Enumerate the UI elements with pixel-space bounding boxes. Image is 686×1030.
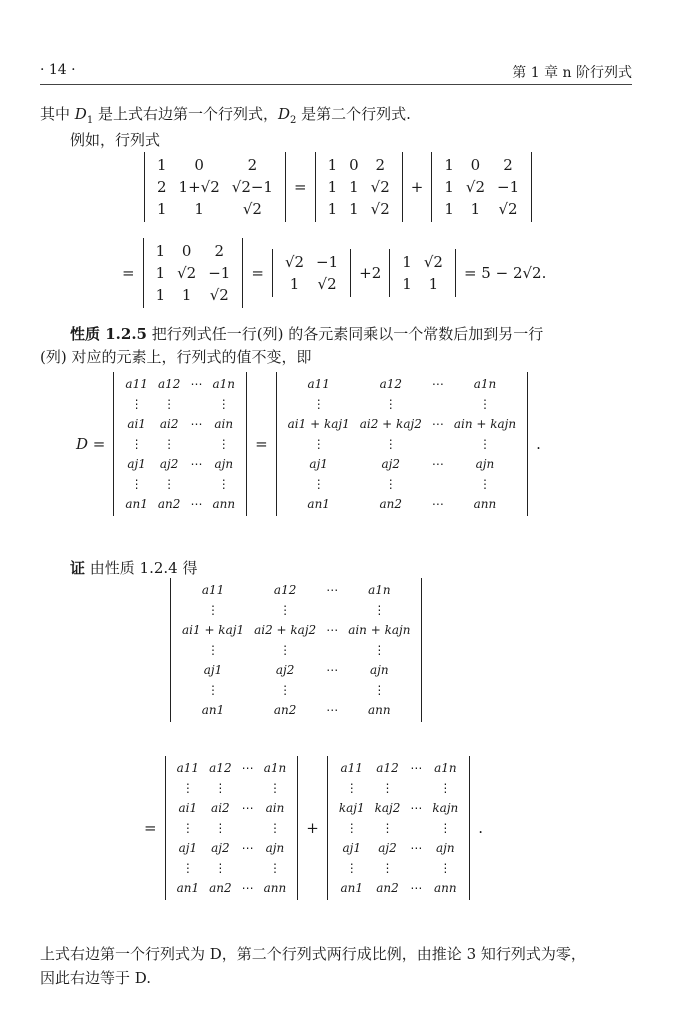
determinant xyxy=(431,152,532,222)
matrix-cell: 1 xyxy=(470,200,481,218)
matrix-cell: ⋮ xyxy=(130,397,143,411)
equals-sign: = xyxy=(144,819,157,837)
matrix-cell: kajn xyxy=(432,801,459,815)
matrix-cell: 1 xyxy=(157,200,167,218)
matrix-cell: ain + kajn xyxy=(348,623,411,637)
period: . xyxy=(536,435,541,453)
determinant xyxy=(327,756,470,900)
example-eq-1 xyxy=(140,152,536,222)
matrix-cell: ⋮ xyxy=(384,477,397,491)
matrix-cell: a12 xyxy=(157,377,181,391)
matrix-cell: ⋮ xyxy=(181,821,194,835)
property-equation xyxy=(72,372,545,516)
matrix-cell: 1 xyxy=(402,275,412,293)
result: = 5 − 2√2. xyxy=(463,264,547,282)
equals-sign: = xyxy=(293,178,307,196)
equals-sign: = xyxy=(255,435,268,453)
matrix-cell: ai1 xyxy=(127,417,146,431)
matrix-cell: √2−1 xyxy=(231,178,273,196)
matrix-row xyxy=(120,394,240,414)
matrix-cell: ⋮ xyxy=(384,437,397,451)
matrix-cell: ai2 xyxy=(159,417,179,431)
paragraph-example: 例如，行列式 xyxy=(70,131,161,149)
determinant xyxy=(276,372,528,516)
determinant xyxy=(165,756,299,900)
matrix-cell: an1 xyxy=(201,703,225,717)
text: 由性质 1.2.4 得 xyxy=(85,559,198,577)
matrix-cell: ⋯ xyxy=(410,801,423,815)
matrix-cell: 2 xyxy=(157,178,167,196)
matrix-cell: √2 xyxy=(370,200,390,218)
matrix-row xyxy=(177,580,415,600)
matrix-row xyxy=(150,262,237,284)
matrix-cell: an2 xyxy=(273,703,297,717)
matrix-cell: an1 xyxy=(307,497,330,511)
matrix-cell: ⋮ xyxy=(130,437,143,451)
matrix-cell: 2 xyxy=(503,156,513,174)
matrix-cell: a1n xyxy=(368,583,391,597)
text: 是上式右边第一个行列式， xyxy=(93,105,278,123)
matrix-row xyxy=(177,700,415,720)
matrix-cell: an1 xyxy=(125,497,148,511)
matrix-cell: a11 xyxy=(307,377,330,391)
matrix-table xyxy=(172,758,292,898)
matrix-cell xyxy=(237,818,259,838)
determinant xyxy=(144,152,286,222)
matrix-cell: 1 xyxy=(444,178,454,196)
matrix-cell: a11 xyxy=(125,377,148,391)
matrix-cell: aj2 xyxy=(211,841,230,855)
matrix-table xyxy=(283,374,521,514)
matrix-cell: aj1 xyxy=(342,841,361,855)
subscript: 2 xyxy=(290,115,297,126)
matrix-row xyxy=(172,858,292,878)
matrix-row xyxy=(322,176,396,198)
matrix-cell: ⋯ xyxy=(431,457,444,471)
matrix-cell: 2 xyxy=(247,156,258,174)
proof-label: 证 xyxy=(70,559,86,577)
matrix-cell xyxy=(427,394,449,414)
matrix-row xyxy=(334,838,463,858)
matrix-cell: a12 xyxy=(209,761,232,775)
matrix-cell: ⋮ xyxy=(268,821,281,835)
matrix-cell: a11 xyxy=(340,761,363,775)
matrix-cell xyxy=(185,394,207,414)
proof-equation-1 xyxy=(166,578,426,722)
matrix-cell xyxy=(427,474,449,494)
matrix-cell: 1 xyxy=(155,242,166,260)
matrix-cell: aj1 xyxy=(203,663,223,677)
matrix-row xyxy=(283,454,521,474)
matrix-cell: aj1 xyxy=(127,457,146,471)
matrix-cell: ⋯ xyxy=(190,417,203,431)
matrix-cell: ⋮ xyxy=(207,683,220,697)
matrix-table xyxy=(322,154,396,220)
matrix-cell: aj1 xyxy=(178,841,198,855)
matrix-cell: 0 xyxy=(194,156,204,174)
matrix-cell: 1 xyxy=(181,286,192,304)
matrix-row xyxy=(283,394,521,414)
matrix-cell: 1 xyxy=(157,156,167,174)
matrix-cell: ⋮ xyxy=(163,397,176,411)
matrix-cell: ⋮ xyxy=(268,861,281,875)
matrix-cell: ajn xyxy=(214,457,234,471)
matrix-cell xyxy=(321,680,343,700)
matrix-cell xyxy=(185,474,207,494)
matrix-cell: ⋮ xyxy=(312,397,325,411)
matrix-cell: ann xyxy=(434,881,457,895)
matrix-cell: 1 xyxy=(155,286,166,304)
matrix-row xyxy=(438,154,525,176)
matrix-row xyxy=(120,474,240,494)
matrix-cell: a1n xyxy=(473,377,497,391)
proof-line xyxy=(70,558,198,578)
matrix-cell: ajn xyxy=(475,457,495,471)
matrix-table xyxy=(120,374,240,514)
determinant xyxy=(272,249,351,297)
property-statement xyxy=(70,324,543,344)
matrix-cell: ⋯ xyxy=(241,841,254,855)
matrix-table xyxy=(396,251,449,295)
matrix-cell: ⋮ xyxy=(181,861,194,875)
matrix-cell: ⋮ xyxy=(163,437,176,451)
matrix-cell: ⋯ xyxy=(326,623,339,637)
matrix-cell: a12 xyxy=(376,761,399,775)
matrix-cell: an1 xyxy=(340,881,363,895)
matrix-row xyxy=(334,858,463,878)
matrix-row xyxy=(172,818,292,838)
matrix-cell: ai2 + kaj2 xyxy=(359,417,422,431)
matrix-row xyxy=(283,494,521,514)
matrix-cell: a1n xyxy=(263,761,287,775)
lhs-D: D = xyxy=(76,435,106,453)
matrix-cell: ⋮ xyxy=(214,861,227,875)
page-header xyxy=(40,58,632,85)
matrix-row xyxy=(172,758,292,778)
matrix-cell: a1n xyxy=(434,761,457,775)
matrix-cell: 1 xyxy=(327,200,338,218)
matrix-table xyxy=(334,758,463,898)
matrix-cell: ⋯ xyxy=(431,497,444,511)
matrix-cell: ajn xyxy=(436,841,455,855)
matrix-cell: ann xyxy=(368,703,391,717)
matrix-cell: ⋮ xyxy=(268,781,281,795)
matrix-row xyxy=(279,251,344,273)
matrix-cell: 0 xyxy=(470,156,481,174)
matrix-table xyxy=(151,154,279,220)
matrix-cell: ⋮ xyxy=(217,437,230,451)
matrix-cell: ⋯ xyxy=(326,583,339,597)
matrix-row xyxy=(177,600,415,620)
matrix-cell: aj2 xyxy=(378,841,397,855)
matrix-cell: ⋯ xyxy=(410,841,423,855)
matrix-cell: ain xyxy=(214,417,234,431)
matrix-cell: 1 xyxy=(349,200,359,218)
matrix-cell: −1 xyxy=(497,178,520,196)
matrix-cell: √2 xyxy=(177,264,197,282)
matrix-cell: 0 xyxy=(349,156,359,174)
matrix-cell xyxy=(321,600,343,620)
matrix-cell: √2 xyxy=(423,253,443,271)
period: . xyxy=(478,819,484,837)
matrix-cell: ⋮ xyxy=(217,477,230,491)
matrix-cell: ⋯ xyxy=(326,703,339,717)
matrix-cell xyxy=(185,434,207,454)
matrix-cell: ajn xyxy=(370,663,389,677)
matrix-cell: aj2 xyxy=(275,663,295,677)
matrix-cell: ⋮ xyxy=(345,781,358,795)
matrix-cell: an2 xyxy=(379,497,403,511)
matrix-cell: √2 xyxy=(284,253,305,271)
matrix-cell: a11 xyxy=(176,761,200,775)
matrix-cell: ⋮ xyxy=(345,821,358,835)
matrix-row xyxy=(120,434,240,454)
matrix-cell: ⋯ xyxy=(410,761,423,775)
matrix-cell: an2 xyxy=(209,881,232,895)
matrix-cell: ⋮ xyxy=(439,821,452,835)
matrix-cell: √2 xyxy=(370,178,390,196)
paragraph-intro xyxy=(40,104,411,131)
matrix-row xyxy=(120,494,240,514)
matrix-cell: ⋮ xyxy=(373,643,386,657)
matrix-table xyxy=(150,240,237,306)
plus-sign: + xyxy=(306,819,319,837)
matrix-cell: √2 xyxy=(209,286,229,304)
symbol-d2: D xyxy=(277,105,290,123)
matrix-row xyxy=(438,176,525,198)
matrix-cell: −1 xyxy=(316,253,339,271)
matrix-table xyxy=(177,580,415,720)
matrix-row xyxy=(334,798,463,818)
matrix-cell: 1 xyxy=(194,200,204,218)
matrix-cell: 1 xyxy=(444,156,454,174)
matrix-row xyxy=(177,640,415,660)
matrix-cell: aj2 xyxy=(381,457,401,471)
matrix-cell: ⋮ xyxy=(478,437,491,451)
matrix-cell xyxy=(405,818,427,838)
determinant xyxy=(143,238,244,308)
matrix-cell: ⋮ xyxy=(478,477,491,491)
plus-sign: + xyxy=(410,178,424,196)
matrix-cell: a12 xyxy=(273,583,297,597)
equals-sign: = xyxy=(251,264,264,282)
text: 把行列式任一行(列) 的各元素同乘以一个常数后加到另一行 xyxy=(146,325,544,343)
matrix-row xyxy=(283,374,521,394)
example-eq-2 xyxy=(118,238,550,308)
matrix-cell: ⋮ xyxy=(381,861,394,875)
matrix-cell: ajn xyxy=(265,841,285,855)
matrix-cell: ⋮ xyxy=(373,683,386,697)
matrix-row xyxy=(151,198,279,220)
matrix-row xyxy=(334,778,463,798)
conclusion-line-2: 因此右边等于 D. xyxy=(40,969,152,987)
matrix-cell: ain + kajn xyxy=(453,417,517,431)
matrix-cell: ⋮ xyxy=(207,603,220,617)
matrix-row xyxy=(322,198,396,220)
matrix-cell: ⋯ xyxy=(431,417,444,431)
matrix-cell: √2 xyxy=(465,178,485,196)
matrix-cell xyxy=(405,778,427,798)
matrix-cell: 1 xyxy=(327,156,338,174)
matrix-cell xyxy=(427,434,449,454)
matrix-row xyxy=(283,474,521,494)
subscript: 1 xyxy=(86,115,94,126)
matrix-cell: ⋮ xyxy=(279,643,292,657)
matrix-cell: ⋮ xyxy=(478,397,491,411)
matrix-cell: 1 xyxy=(402,253,412,271)
matrix-row xyxy=(283,414,521,434)
text: 其中 xyxy=(40,105,75,123)
matrix-cell: ⋯ xyxy=(241,761,254,775)
matrix-cell: a11 xyxy=(201,583,225,597)
matrix-cell: ai1 + kaj1 xyxy=(287,417,350,431)
matrix-cell: ⋮ xyxy=(312,437,325,451)
matrix-cell: 1 xyxy=(327,178,338,196)
matrix-row xyxy=(322,154,396,176)
matrix-cell: ⋮ xyxy=(163,477,176,491)
matrix-cell: ⋮ xyxy=(439,861,452,875)
matrix-cell xyxy=(237,778,259,798)
matrix-cell: 0 xyxy=(181,242,192,260)
matrix-cell: ⋮ xyxy=(181,781,194,795)
matrix-cell: ai1 xyxy=(178,801,198,815)
matrix-cell: ann xyxy=(263,881,287,895)
matrix-cell: ai2 xyxy=(211,801,230,815)
matrix-row xyxy=(177,620,415,640)
determinant xyxy=(389,249,456,297)
proof-equation-2 xyxy=(140,756,487,900)
matrix-row xyxy=(150,240,237,262)
matrix-row xyxy=(120,374,240,394)
matrix-cell: ⋮ xyxy=(279,683,292,697)
matrix-cell: ⋯ xyxy=(190,497,203,511)
determinant xyxy=(113,372,247,516)
matrix-row xyxy=(334,758,463,778)
matrix-cell: −1 xyxy=(208,264,231,282)
matrix-cell: √2 xyxy=(317,275,337,293)
matrix-cell: ⋮ xyxy=(384,397,397,411)
matrix-row xyxy=(177,680,415,700)
matrix-cell: √2 xyxy=(242,200,262,218)
matrix-cell: ⋯ xyxy=(241,881,254,895)
matrix-cell: ⋮ xyxy=(217,397,230,411)
matrix-cell: a12 xyxy=(379,377,402,391)
matrix-cell: 1+√2 xyxy=(178,178,220,196)
matrix-cell: aj1 xyxy=(309,457,328,471)
matrix-cell: ⋯ xyxy=(190,377,203,391)
conclusion-line-1: 上式右边第一个行列式为 D，第二个行列式两行成比例，由推论 3 知行列式为零， xyxy=(40,945,586,963)
matrix-cell: a1n xyxy=(212,377,236,391)
plus-two: +2 xyxy=(359,264,382,282)
matrix-cell: ⋯ xyxy=(190,457,203,471)
equals-sign: = xyxy=(122,264,135,282)
matrix-cell: ⋮ xyxy=(207,643,220,657)
matrix-cell: ai2 + kaj2 xyxy=(254,623,317,637)
matrix-cell: ⋮ xyxy=(439,781,452,795)
matrix-cell: 1 xyxy=(155,264,166,282)
matrix-table xyxy=(438,154,525,220)
matrix-cell: ann xyxy=(212,497,236,511)
matrix-cell: ann xyxy=(473,497,497,511)
matrix-row xyxy=(438,198,525,220)
matrix-row xyxy=(120,454,240,474)
matrix-row xyxy=(334,878,463,898)
matrix-cell: ⋯ xyxy=(326,663,339,677)
matrix-cell: 1 xyxy=(444,200,454,218)
matrix-cell: an2 xyxy=(157,497,181,511)
matrix-cell: ⋮ xyxy=(130,477,143,491)
matrix-cell: ain xyxy=(265,801,285,815)
matrix-cell: ⋯ xyxy=(410,881,423,895)
matrix-cell: ⋯ xyxy=(241,801,254,815)
matrix-row xyxy=(283,434,521,454)
matrix-row xyxy=(334,818,463,838)
matrix-row xyxy=(151,154,279,176)
symbol-d1: D xyxy=(74,105,87,123)
matrix-cell: an1 xyxy=(176,881,200,895)
matrix-cell: kaj2 xyxy=(374,801,401,815)
matrix-cell: ⋮ xyxy=(373,603,386,617)
matrix-cell: an2 xyxy=(376,881,399,895)
matrix-cell: ⋯ xyxy=(431,377,444,391)
matrix-cell: ⋮ xyxy=(214,821,227,835)
matrix-row xyxy=(279,273,344,295)
matrix-cell: ⋮ xyxy=(214,781,227,795)
matrix-cell: ai1 + kaj1 xyxy=(182,623,245,637)
matrix-cell: 1 xyxy=(289,275,300,293)
matrix-row xyxy=(172,778,292,798)
text: 是第二个行列式. xyxy=(296,105,411,123)
matrix-row xyxy=(172,838,292,858)
matrix-table xyxy=(279,251,344,295)
determinant xyxy=(315,152,403,222)
matrix-cell: kaj1 xyxy=(338,801,365,815)
property-label: 性质 1.2.5 xyxy=(70,325,147,343)
matrix-cell xyxy=(405,858,427,878)
matrix-row xyxy=(172,798,292,818)
matrix-row xyxy=(396,251,449,273)
matrix-cell: 2 xyxy=(214,242,225,260)
matrix-cell: ⋮ xyxy=(279,603,292,617)
chapter-title: 第 1 章 n 阶行列式 xyxy=(512,65,632,81)
matrix-cell xyxy=(321,640,343,660)
property-statement-cont: (列) 对应的元素上，行列式的值不变，即 xyxy=(40,348,312,366)
matrix-row xyxy=(396,273,449,295)
matrix-cell: ⋮ xyxy=(345,861,358,875)
matrix-cell: √2 xyxy=(498,200,518,218)
matrix-row xyxy=(177,660,415,680)
matrix-cell: ⋮ xyxy=(312,477,325,491)
page-number: · 14 · xyxy=(40,62,76,78)
matrix-cell: ⋮ xyxy=(381,821,394,835)
matrix-cell: 1 xyxy=(349,178,359,196)
matrix-cell: aj2 xyxy=(159,457,179,471)
matrix-row xyxy=(172,878,292,898)
matrix-cell: ⋮ xyxy=(381,781,394,795)
matrix-cell: 2 xyxy=(375,156,385,174)
determinant xyxy=(170,578,422,722)
matrix-cell: 1 xyxy=(428,275,439,293)
matrix-row xyxy=(151,176,279,198)
matrix-row xyxy=(120,414,240,434)
matrix-cell xyxy=(237,858,259,878)
matrix-row xyxy=(150,284,237,306)
